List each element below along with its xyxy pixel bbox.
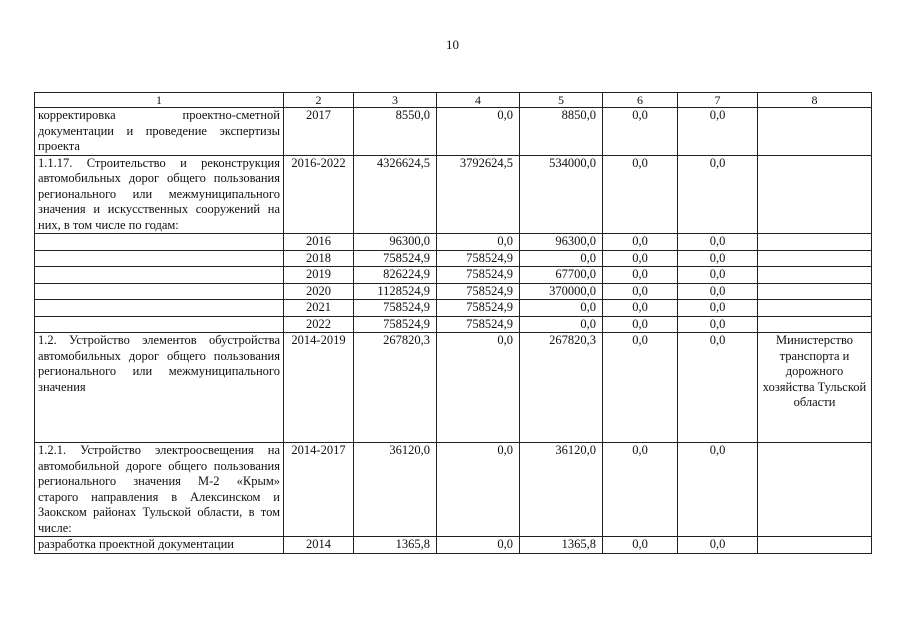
row-period: 2022 [284, 316, 354, 333]
table-row [35, 443, 872, 537]
row-other: 0,0 [678, 250, 758, 267]
row-executor [758, 234, 872, 251]
row-federal: 3792624,5 [437, 155, 520, 234]
row-regional: 534000,0 [520, 155, 603, 234]
row-municipal: 0,0 [603, 333, 678, 443]
row-description: 1.2.1. Устройство электроосвещения на автомобильной дороге общего пользования регионального значения М-2 «Крым» старого направления в Алексинском и Заокском районах Тульской области, в том числе: [35, 443, 284, 537]
row-regional: 0,0 [520, 300, 603, 317]
row-total: 758524,9 [354, 316, 437, 333]
row-other: 0,0 [678, 537, 758, 554]
row-municipal: 0,0 [603, 300, 678, 317]
table-row [35, 537, 872, 554]
row-federal: 758524,9 [437, 267, 520, 284]
row-municipal: 0,0 [603, 234, 678, 251]
row-total: 826224,9 [354, 267, 437, 284]
table-header-row [35, 93, 872, 108]
row-executor [758, 316, 872, 333]
row-regional: 0,0 [520, 316, 603, 333]
row-description [35, 300, 284, 317]
row-executor [758, 108, 872, 156]
row-period: 2016-2022 [284, 155, 354, 234]
row-federal: 0,0 [437, 537, 520, 554]
row-municipal: 0,0 [603, 443, 678, 537]
row-period: 2017 [284, 108, 354, 156]
row-other: 0,0 [678, 316, 758, 333]
row-federal: 0,0 [437, 443, 520, 537]
column-header: 8 [758, 93, 872, 108]
table-row [35, 234, 872, 251]
row-total: 36120,0 [354, 443, 437, 537]
row-regional: 36120,0 [520, 443, 603, 537]
row-regional: 0,0 [520, 250, 603, 267]
row-executor [758, 537, 872, 554]
row-period: 2019 [284, 267, 354, 284]
row-municipal: 0,0 [603, 267, 678, 284]
row-executor [758, 250, 872, 267]
row-other: 0,0 [678, 443, 758, 537]
row-total: 4326624,5 [354, 155, 437, 234]
row-period: 2020 [284, 283, 354, 300]
table-row [35, 333, 872, 443]
row-description: корректировка проектно-сметной документации и проведение экспертизы проекта [35, 108, 284, 156]
row-executor [758, 267, 872, 284]
row-description [35, 283, 284, 300]
row-description [35, 316, 284, 333]
row-description [35, 250, 284, 267]
row-description [35, 234, 284, 251]
row-municipal: 0,0 [603, 537, 678, 554]
row-federal: 0,0 [437, 108, 520, 156]
row-federal: 758524,9 [437, 283, 520, 300]
row-description: 1.1.17. Строительство и реконструкция автомобильных дорог общего пользования регионального или межмуниципального значения и искусственных сооружений на них, в том числе по годам: [35, 155, 284, 234]
column-header: 4 [437, 93, 520, 108]
row-executor: Министерство транспорта и дорожного хозяйства Тульской области [758, 333, 872, 443]
row-total: 96300,0 [354, 234, 437, 251]
row-executor [758, 443, 872, 537]
row-description [35, 267, 284, 284]
row-municipal: 0,0 [603, 108, 678, 156]
row-regional: 67700,0 [520, 267, 603, 284]
row-other: 0,0 [678, 283, 758, 300]
row-regional: 96300,0 [520, 234, 603, 251]
budget-table [34, 92, 872, 554]
row-federal: 0,0 [437, 234, 520, 251]
row-description: 1.2. Устройство элементов обустройства автомобильных дорог общего пользования регионального или межмуниципального значения [35, 333, 284, 443]
row-federal: 0,0 [437, 333, 520, 443]
row-total: 1365,8 [354, 537, 437, 554]
column-header: 3 [354, 93, 437, 108]
row-total: 1128524,9 [354, 283, 437, 300]
row-period: 2021 [284, 300, 354, 317]
row-regional: 267820,3 [520, 333, 603, 443]
row-municipal: 0,0 [603, 155, 678, 234]
row-regional: 370000,0 [520, 283, 603, 300]
table-row [35, 250, 872, 267]
row-municipal: 0,0 [603, 283, 678, 300]
row-municipal: 0,0 [603, 316, 678, 333]
row-federal: 758524,9 [437, 300, 520, 317]
row-regional: 8850,0 [520, 108, 603, 156]
table-row [35, 267, 872, 284]
row-period: 2018 [284, 250, 354, 267]
table-row [35, 283, 872, 300]
column-header: 6 [603, 93, 678, 108]
row-other: 0,0 [678, 333, 758, 443]
row-period: 2014-2017 [284, 443, 354, 537]
row-regional: 1365,8 [520, 537, 603, 554]
row-other: 0,0 [678, 155, 758, 234]
row-federal: 758524,9 [437, 250, 520, 267]
row-period: 2014 [284, 537, 354, 554]
row-municipal: 0,0 [603, 250, 678, 267]
row-period: 2016 [284, 234, 354, 251]
row-executor [758, 155, 872, 234]
row-executor [758, 300, 872, 317]
table-row [35, 300, 872, 317]
row-period: 2014-2019 [284, 333, 354, 443]
row-other: 0,0 [678, 234, 758, 251]
row-other: 0,0 [678, 300, 758, 317]
page-number: 10 [446, 37, 459, 52]
row-total: 267820,3 [354, 333, 437, 443]
row-description: разработка проектной документации [35, 537, 284, 554]
table-row [35, 316, 872, 333]
column-header: 2 [284, 93, 354, 108]
column-header: 1 [35, 93, 284, 108]
table-row [35, 108, 872, 156]
row-total: 758524,9 [354, 250, 437, 267]
row-total: 8550,0 [354, 108, 437, 156]
row-other: 0,0 [678, 108, 758, 156]
row-executor [758, 283, 872, 300]
column-header: 7 [678, 93, 758, 108]
row-total: 758524,9 [354, 300, 437, 317]
column-header: 5 [520, 93, 603, 108]
row-federal: 758524,9 [437, 316, 520, 333]
table-row [35, 155, 872, 234]
row-other: 0,0 [678, 267, 758, 284]
